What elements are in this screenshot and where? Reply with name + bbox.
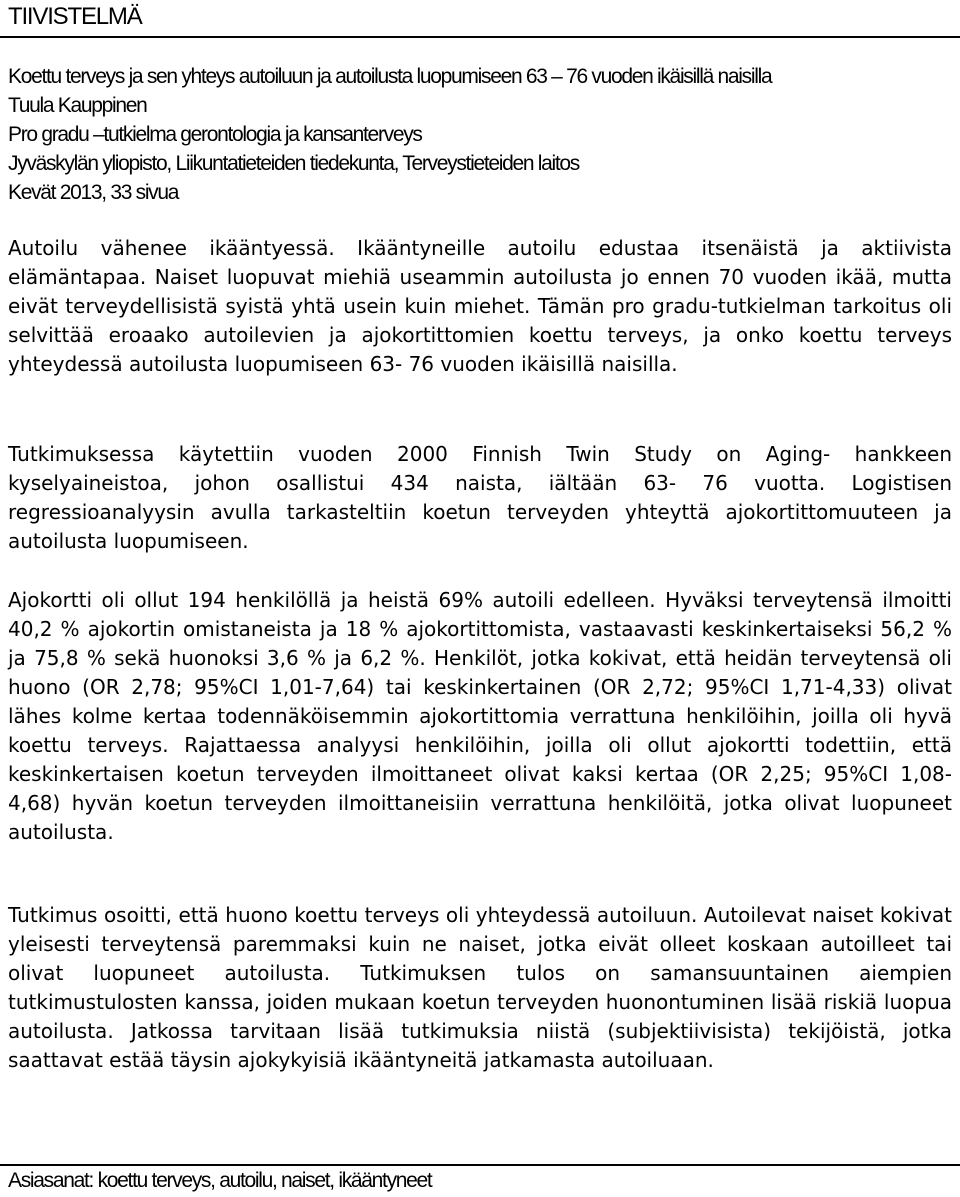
abstract-paragraph-4: Tutkimus osoitti, että huono koettu terveys oli yhteydessä autoiluun. Autoilevat naiset kokivat yleisesti terveytensä paremmaksi kuin ne naiset, jotka eivät olleet koskaan autoilleet tai olivat luopuneet autoilusta. Tutkimuksen tulos on samansuuntainen aiempien tutkimustulosten kanssa, joiden mukaan koetun terveyden huonontuminen lisää riskiä luopua autoilusta. Jatkossa tarvitaan lisää tutkimuksia niistä (subjektiivisista) tekijöistä, jotka saattavat estää täysin ajokykyisiä ikääntyneitä jatkamasta autoiluaan.	[8, 903, 952, 1072]
thesis-type: Pro gradu –tutkielma gerontologia ja kansanterveys	[8, 123, 422, 146]
author-name: Tuula Kauppinen	[8, 94, 147, 117]
thesis-title: Koettu terveys ja sen yhteys autoiluun ja autoilusta luopumiseen 63 – 76 vuoden ikäisillä naisilla	[8, 65, 772, 88]
abstract-paragraph-3: Ajokortti oli ollut 194 henkilöllä ja heistä 69% autoili edelleen. Hyväksi terveytensä ilmoitti 40,2 % ajokortin omistaneista ja 18 % ajokortittomista, vastaavasti keskinkertaiseksi 56,2 % ja 75,8 % sekä huonoksi 3,6 % ja 6,2 %. Henkilöt, jotka kokivat, että heidän terveytensä oli huono (OR 2,78; 95%CI 1,01-7,64) tai keskinkertainen (OR 2,72; 95%CI 1,71-4,33) olivat lähes kolme kertaa todennäköisemmin ajokortittomia verrattuna henkilöihin, joilla oli hyvä koettu terveys. Rajattaessa analyysi henkilöihin, joilla oli ollut ajokortti todettiin, että keskinkertaisen koetun terveyden ilmoittaneet olivat kaksi kertaa (OR 2,25; 95%CI 1,08- 4,68) hyvän koetun terveyden ilmoittaneisiin verrattuna henkilöitä, jotka olivat luopuneet autoilusta.	[8, 588, 952, 844]
keywords: Asiasanat: koettu terveys, autoilu, naiset, ikääntyneet	[8, 1169, 432, 1192]
top-divider	[0, 36, 960, 38]
institution: Jyväskylän yliopisto, Liikuntatieteiden tiedekunta, Terveystieteiden laitos	[8, 152, 579, 175]
date-and-pages: Kevät 2013, 33 sivua	[8, 181, 179, 204]
thesis-metadata	[8, 62, 771, 207]
page-title: TIIVISTELMÄ	[8, 3, 142, 30]
abstract-paragraph-1: Autoilu vähenee ikääntyessä. Ikääntyneille autoilu edustaa itsenäistä ja aktiivista elämäntapaa. Naiset luopuvat miehiä useammin autoilusta jo ennen 70 vuoden ikää, mutta eivät terveydellisistä syistä yhtä usein kuin miehet. Tämän pro gradu-tutkielman tarkoitus oli selvittää eroaako autoilevien ja ajokortittomien koettu terveys, ja onko koettu terveys yhteydessä autoilusta luopumiseen 63- 76 vuoden ikäisillä naisilla.	[8, 236, 952, 376]
abstract-paragraph-2: Tutkimuksessa käytettiin vuoden 2000 Finnish Twin Study on Aging- hankkeen kyselyaineistoa, johon osallistui 434 naista, iältään 63- 76 vuotta. Logistisen regressioanalyysin avulla tarkasteltiin koetun terveyden yhteyttä ajokortittomuuteen ja autoilusta luopumiseen.	[8, 442, 952, 553]
